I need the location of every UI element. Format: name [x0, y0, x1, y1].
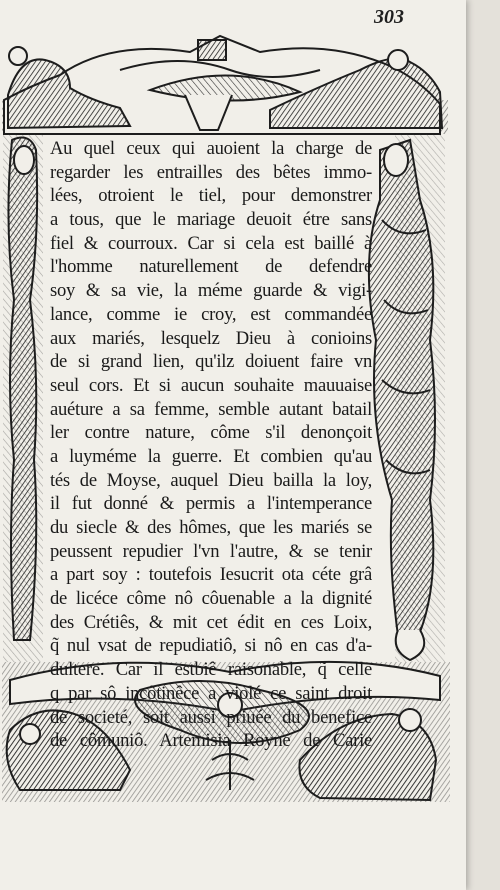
text-line: de si grand lien, qu'ilz doiuent faire vn — [50, 351, 372, 373]
text-line: a part soy : toutefois Iesucrit ota céte grâ — [50, 564, 372, 586]
text-line: auéture a sa femme, semble autant batail — [50, 398, 372, 420]
page-number: 303 — [374, 6, 404, 28]
text-line: q par sô incôtinêce a violé ce saint droit — [50, 682, 372, 704]
text-line: Au quel ceux qui auoient la charge de — [50, 138, 372, 159]
text-line: tés de Moyse, auquel Dieu bailla la loy, — [50, 469, 372, 491]
text-line: a luyméme la guerre. Et combien qu'au — [50, 445, 372, 467]
text-line: du siecle & des hômes, que les mariés se — [50, 517, 372, 538]
text-line: lance, comme ie croy, est commandée — [50, 303, 372, 325]
text-line: il fut donné & permis a l'intemperance — [50, 493, 372, 515]
text-line: q̃ nul vsat de repudiatiô, si nô en cas d'a- — [50, 635, 372, 657]
text-line: a tous, que le mariage deuoit étre sans — [50, 209, 372, 231]
text-line: lées, otroient le tiel, pour demonstrer — [50, 185, 372, 207]
text-line: regarder les entrailles des bêtes immo- — [50, 161, 372, 183]
text-line: de cômuniô. Artemisia Royne de Carie — [50, 730, 372, 752]
top-ornament — [2, 36, 448, 134]
left-column-figure — [3, 134, 43, 662]
text-line: soy & sa vie, la méme guarde & vigi- — [50, 280, 372, 302]
text-line: de licéce côme nô côuenable a la dignité — [50, 588, 372, 610]
text-line: peussent repudier l'vn l'autre, & se tenir — [50, 540, 372, 562]
page-text — [50, 137, 372, 753]
right-column-figure — [369, 134, 445, 662]
text-line: l'homme naturellement de defendre — [50, 256, 372, 278]
text-line: fiel & courroux. Car si cela est baillé à — [50, 232, 372, 254]
text-line: ler contre nature, côme s'il denonçoit — [50, 422, 372, 444]
text-line: dultere. Car il estbiê raisonable, q̃ celle — [50, 659, 372, 681]
text-line: aux mariés, lesquelz Dieu à conioins — [50, 327, 372, 349]
text-line: des Crétiês, & mit cet édit en ces Loix, — [50, 611, 372, 633]
text-line: de societé, soit aussi priuée du benefice — [50, 706, 372, 728]
text-line: seul cors. Et si aucun souhaite mauuaise — [50, 374, 372, 396]
